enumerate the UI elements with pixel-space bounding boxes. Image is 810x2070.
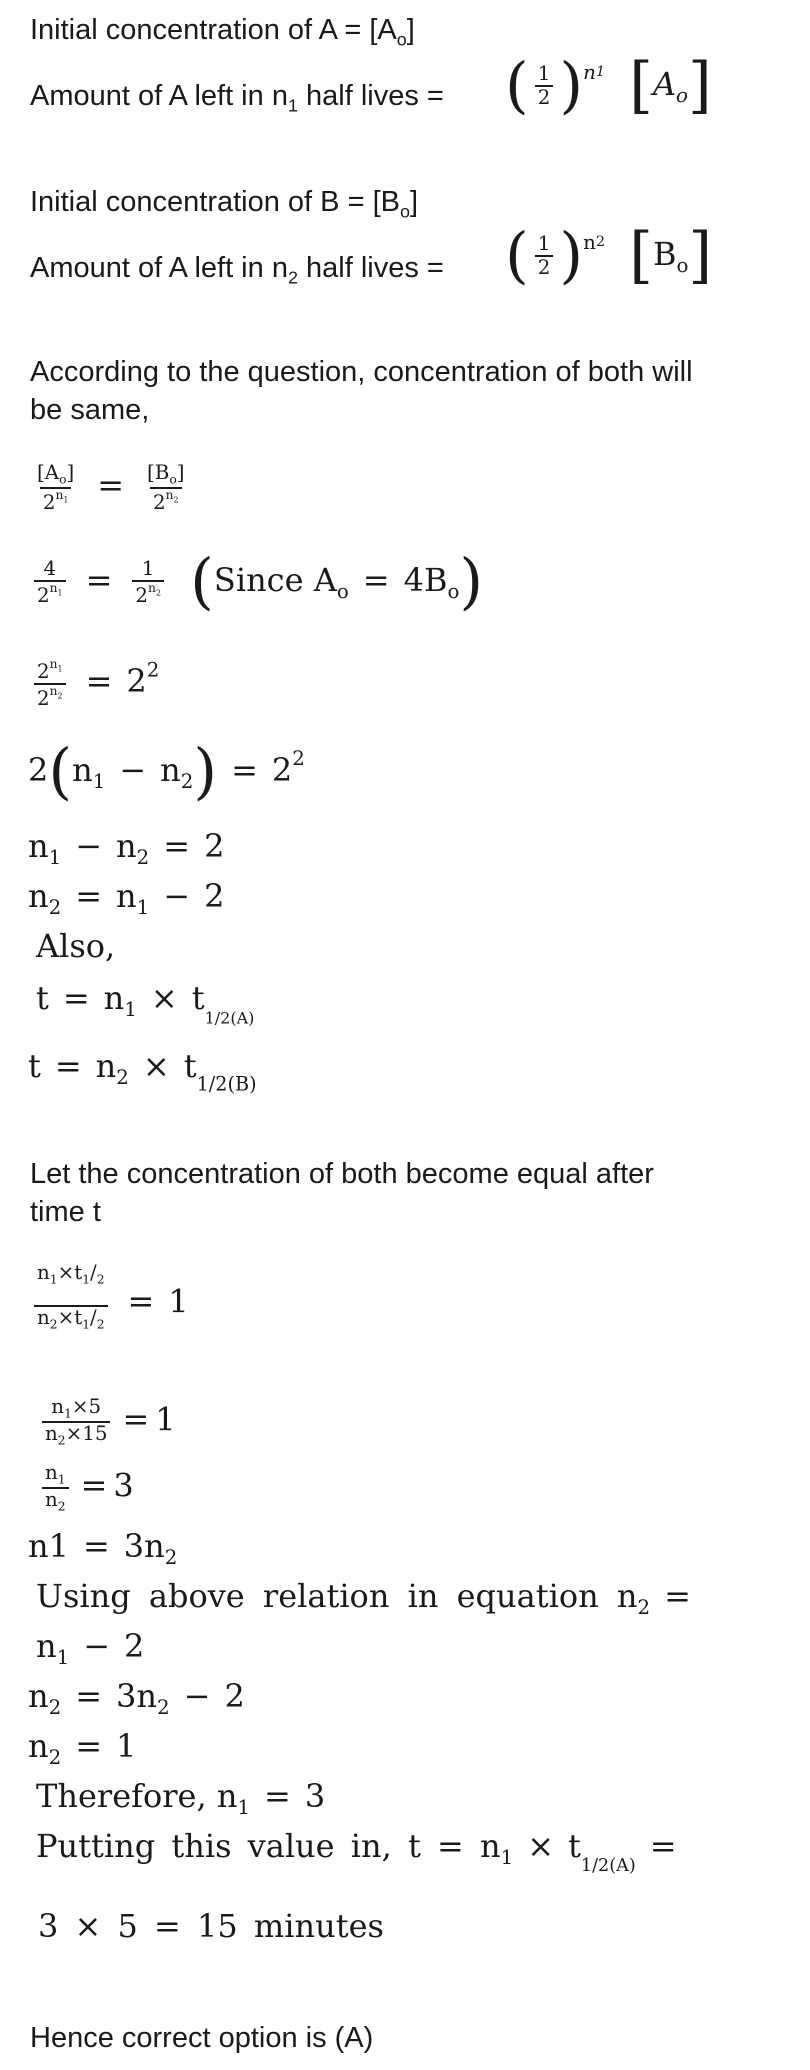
equation-1: $\frac{[A_o]}{2^{n1}}$ = $\frac{[B_o]}{2^{n2}}$	[37, 461, 185, 514]
equation-11: $\frac{n_1}{n_2}$ = 3	[36, 1462, 134, 1514]
answer-line: Hence correct option is (A)	[30, 2022, 374, 2054]
amount-b-expression: ( $\frac{1}{2}$ )$^{n2}$ $[B_o]$	[505, 221, 713, 291]
final-result: 3 × 5 = 15 minutes	[38, 1907, 384, 1945]
equation-13: $n_1 - 2$	[36, 1627, 145, 1669]
according-line-1: According to the question, concentration of both will	[30, 356, 693, 388]
therefore-line: Therefore, $n_1 = 3$	[36, 1777, 326, 1819]
equation-14: $n_2 = 3n_2 - 2$	[28, 1677, 245, 1719]
amount-b-left: Amount of A left in $n_2$ half lives =	[30, 252, 444, 288]
according-line-2: be same,	[30, 394, 150, 426]
equation-10: $\frac{n_1\times 5}{n_2\times 15}$ = 1	[36, 1396, 176, 1448]
equation-3: $\frac{2^{n1}}{2^{n2}}$ = $2^2$	[28, 658, 159, 709]
amount-a-left: Amount of A left in $n_1$ half lives =	[30, 80, 444, 116]
equation-6: $n_2 = n_1 - 2$	[28, 877, 225, 919]
putting-value-line: Putting this value in, $t = n_1 \times t_{1/2(A)}=$	[36, 1827, 677, 1877]
using-relation-line: Using above relation in equation $n_2$ =	[36, 1577, 691, 1619]
equation-2: $\frac{4}{2^{n1}}$ = $\frac{1}{2^{n2}}$ (Since $A_o = 4B_o$)	[28, 558, 483, 607]
equation-7: $t = n_1 \times t_{1/2(A)}$	[36, 979, 255, 1028]
equation-15: $n_2 = 1$	[28, 1727, 137, 1769]
let-line-1: Let the concentration of both become equal after	[30, 1158, 654, 1190]
equation-5: $n_1 - n_2 = 2$	[28, 827, 225, 869]
also-label: Also,	[36, 927, 116, 965]
equation-9: $\frac{n_1\times t_1/_2}{n_2\times t_1/_2}$ = 1	[28, 1262, 189, 1346]
initial-conc-a: Initial concentration of $A = [A_o]$	[30, 14, 415, 50]
initial-conc-b: Initial concentration of $B = [B_o]$	[30, 186, 419, 222]
equation-8: $t = n_2 \times t_{1/2(B)}$	[28, 1047, 257, 1096]
let-line-2: time t	[30, 1196, 101, 1228]
equation-4: $2(n_1 - n_2) = 2^2$	[28, 737, 305, 807]
equation-12: $n1 = 3n_2$	[28, 1527, 178, 1569]
amount-a-expression: ( $\frac{1}{2}$ )$^{n1}$ $[A_o]$	[505, 51, 712, 121]
